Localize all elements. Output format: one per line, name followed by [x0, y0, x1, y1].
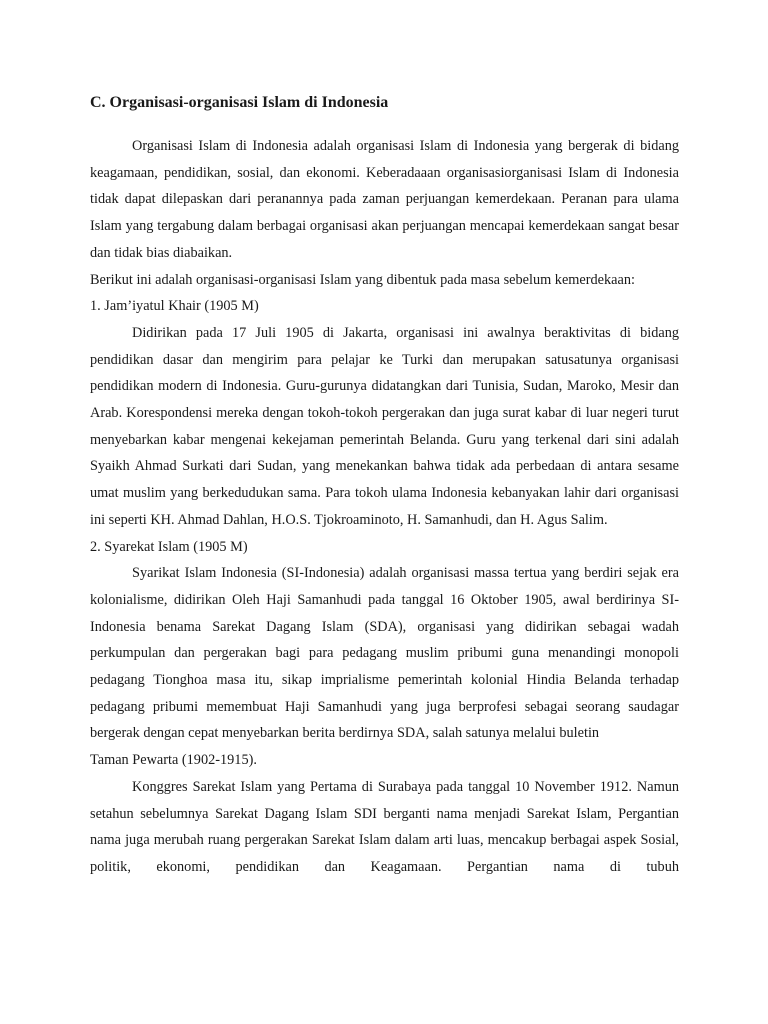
section-2-title: 2. Syarekat Islam (1905 M): [90, 538, 248, 555]
section-2-continuation: Taman Pewarta (1902-1915).: [90, 752, 257, 769]
section-1-paragraph: Didirikan pada 17 Juli 1905 di Jakarta, organisasi ini awalnya beraktivitas di bidang pendidikan dasar dan mengirim para pelajar ke Turki dan merupakan satusatunya organisasi pendidikan modern di Indonesia. Guru-gurunya didatangkan dari Tunisia, Sudan, Maroko, Mesir dan Arab. Korespondensi mereka dengan tokoh-tokoh pergerakan dan juga surat kabar di luar negeri turut menyebarkan kabar mengenai kekejaman pemerintah Belanda. Guru yang terkenal dari sini adalah Syaikh Ahmad Surkati dari Sudan, yang menekankan bahwa tidak ada perbedaan di antara sesame umat muslim yang berkedudukan sama. Para tokoh ulama Indonesia kebanyakan lahir dari organisasi ini seperti KH. Ahmad Dahlan, H.O.S. Tjokroaminoto, H. Samanhudi, dan H. Agus Salim.: [90, 324, 679, 528]
section-2-paragraph-2: Konggres Sarekat Islam yang Pertama di Surabaya pada tanggal 10 November 1912. Namun setahun sebelumnya Sarekat Dagang Islam SDI berganti nama menjadi Sarekat Islam, Pergantian nama juga merubah ruang pergerakan Sarekat Islam dalam arti luas, mencakup berbagai aspek Sosial, politik, ekonomi, pendidikan dan Keagamaan. Pergantian nama di tubuh: [90, 778, 679, 875]
list-intro: Berikut ini adalah organisasi-organisasi Islam yang dibentuk pada masa sebelum kemerdekaan:: [90, 271, 635, 288]
section-2-paragraph: Syarikat Islam Indonesia (SI-Indonesia) adalah organisasi massa tertua yang berdiri sejak era kolonialisme, didirikan Oleh Haji Samanhudi pada tanggal 16 Oktober 1905, awal berdirinya SI-Indonesia benama Sarekat Dagang Islam (SDA), organisasi yang didirikan sebagai wadah perkumpulan dan pergerakan bagi para pedagang muslim pribumi guna menandingi monopoli pedagang Tionghoa masa itu, sikap imprialisme pemerintah kolonial Hindia Belanda terhadap pedagang pribumi memembuat Haji Samanhudi yang juga berprofesi sebagai seorang saudagar bergerak dengan cepat menyebarkan berita berdirnya SDA, salah satunya melalui buletin: [90, 565, 679, 742]
section-heading: C. Organisasi-organisasi Islam di Indonesia: [90, 94, 389, 111]
document-page: [90, 88, 679, 881]
section-1-title: 1. Jam’iyatul Khair (1905 M): [90, 298, 259, 315]
intro-paragraph: Organisasi Islam di Indonesia adalah organisasi Islam di Indonesia yang bergerak di bidang keagamaan, pendidikan, sosial, dan ekonomi. Keberadaaan organisasiorganisasi Islam di Indonesia tidak dapat dilepaskan dari peranannya pada zaman perjuangan kemerdekaan. Peranan para ulama Islam yang tergabung dalam berbagai organisasi akan perjuangan mencapai kemerdekaan sangat besar dan tidak bias diabaikan.: [90, 138, 679, 261]
